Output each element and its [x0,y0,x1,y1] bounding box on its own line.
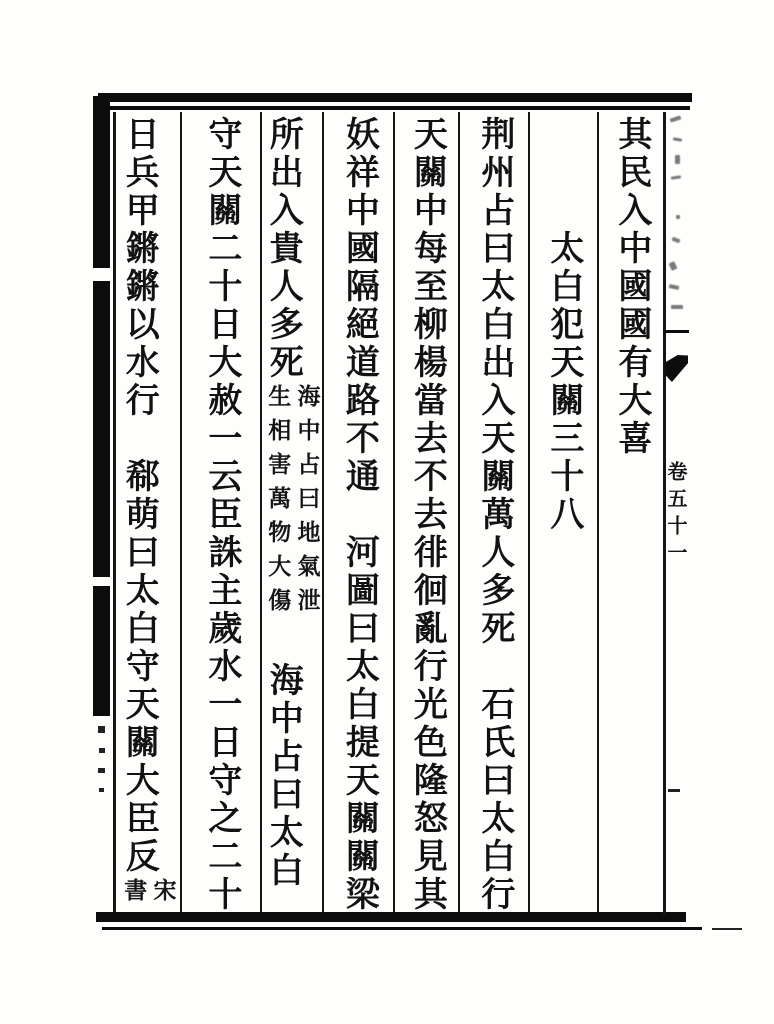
binding-bar-notch [93,577,110,586]
column-4-text [407,116,448,914]
column-3-text [474,116,515,914]
binding-bar-dash [99,748,105,753]
gloss-right-column: 宋 [149,878,177,912]
main-text-segment: 太白犯天關三十八 [543,116,584,534]
gloss-left-column: 生相害萬物大傷 [264,384,292,622]
column-5-text [339,116,380,914]
main-text-segment: 荆州占曰太白出入天關萬人多死 石氏曰太白行 [474,116,515,914]
right-rule-tick [668,789,680,792]
binding-bar-notch [93,268,110,281]
frame-top-thick-rule [98,93,692,102]
main-text-segment: 天關中每至柳楊當去不去徘徊亂行光色隆怒見其 [407,116,448,914]
main-text-segment: 海中占曰太白 [263,624,304,890]
binding-bar [93,96,110,716]
column-2-text [543,116,584,534]
column-1-text [611,116,652,458]
frame-bottom-stray-dash [712,928,742,930]
gloss-left-column: 書 [120,878,148,912]
text-column-1 [599,116,663,916]
main-text-segment: 所出入貴人多死 [263,116,304,382]
volume-label: 卷五十一 [664,461,688,569]
text-column-2 [529,116,597,916]
margin-foot-line [663,330,689,333]
text-column-7 [182,116,260,916]
binding-bar-dash [99,788,104,792]
binding-bar-dash [98,768,105,773]
frame-top-thin-rule [100,106,690,110]
text-column-3 [460,116,528,916]
main-text-segment: 守天關二十日大赦一云臣誅主歲水一日守之二十 [201,116,242,914]
main-text-segment: 日兵甲鏘鏘以水行 郗萌曰太白守天關大臣反 [119,116,160,876]
frame-bottom-thin-rule [102,927,702,930]
interlinear-gloss [265,384,320,622]
text-column-4 [395,116,458,916]
column-8-text [121,116,176,914]
interlinear-gloss [121,878,176,912]
text-column-5 [324,116,393,916]
text-column-8 [116,116,180,916]
text-column-6 [262,116,322,916]
main-text-segment: 其民入中國國有大喜 [611,116,652,458]
column-6-text [265,116,320,890]
main-text-segment: 妖祥中國隔絕道路不通 河圖曰太白提天關關梁 [339,116,380,914]
gloss-right-column: 海中占曰地氣泄 [293,384,321,622]
column-7-text [201,116,242,914]
binding-bar-dash [98,726,105,733]
margin-ink-blot [665,355,688,382]
